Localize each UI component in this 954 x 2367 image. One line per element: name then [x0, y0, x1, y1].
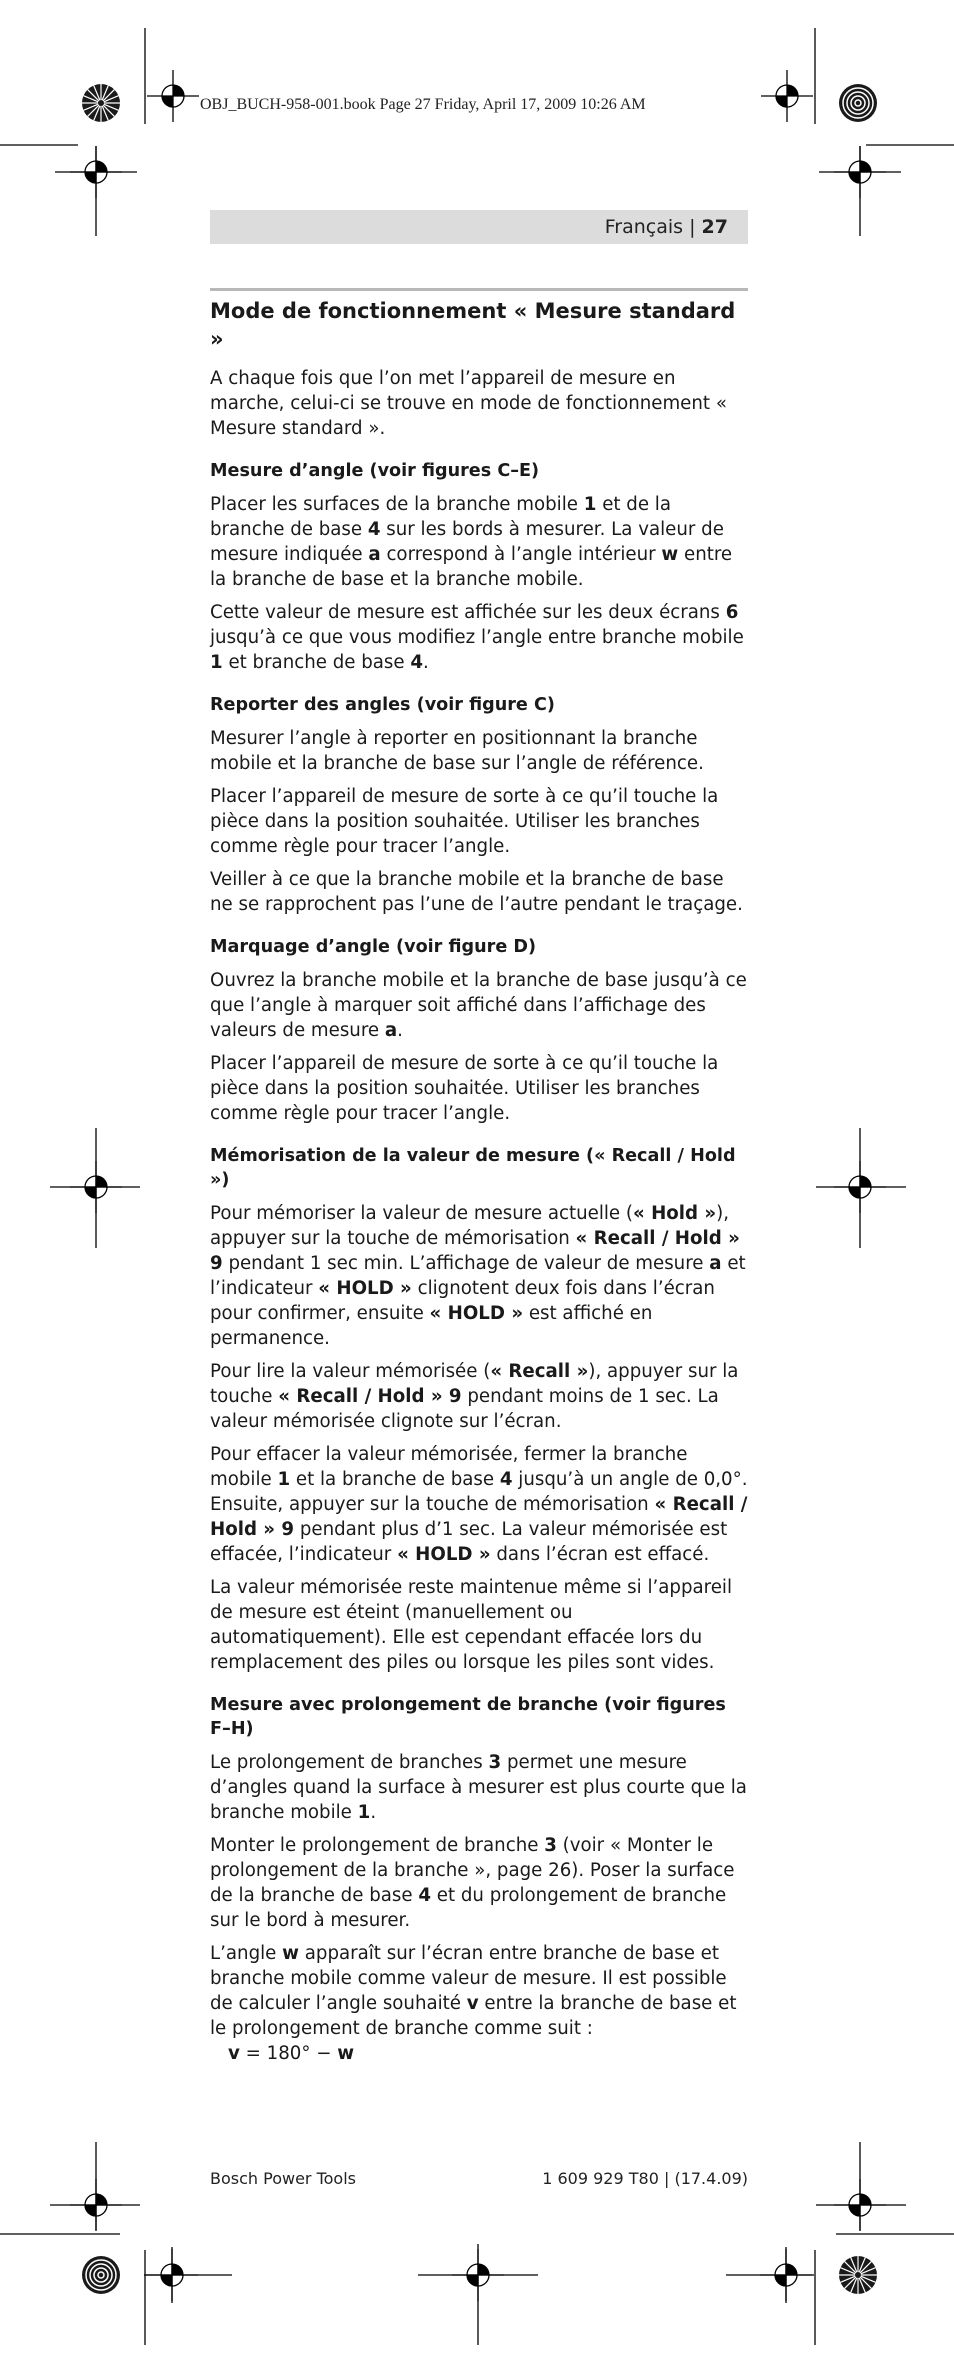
subsection-title-recall-hold: Mémorisation de la valeur de mesure (« Recall / Hold »): [210, 1146, 736, 1190]
text-run: correspond à l’angle intérieur: [380, 544, 662, 565]
starburst-mark-bottom-right: [839, 2256, 877, 2294]
bold-reference: 3: [488, 1752, 502, 1773]
page-content: [210, 288, 748, 2066]
intro-paragraph: A chaque fois que l’on met l’appareil de mesure en marche, celui-ci se trouve en mode de fonctionnement « Mesure standard ».: [210, 368, 727, 439]
text-run: .: [423, 652, 429, 673]
bold-reference: 3: [544, 1835, 557, 1856]
bold-reference: w: [282, 1943, 299, 1964]
bold-reference: a: [384, 1020, 398, 1041]
rings-mark-top-right: [839, 84, 877, 122]
paragraph: [210, 492, 748, 592]
paragraph: [210, 1833, 748, 1933]
bold-reference: 1: [210, 652, 223, 673]
text-run: dans l’écran est effacé.: [490, 1544, 710, 1565]
footer-brand: Bosch Power Tools: [210, 2169, 356, 2188]
text-run: clignotent deux fois dans l’écran pour confirmer, ensuite: [210, 1278, 715, 1324]
paragraph: [210, 1201, 748, 1351]
paragraph: [210, 1941, 748, 2041]
text-run: L’angle: [210, 1943, 283, 1964]
text-run: ), appuyer sur la touche: [210, 1361, 739, 1407]
bold-reference: a: [709, 1253, 722, 1274]
paragraph: [210, 600, 748, 675]
rings-mark-bottom-left: [82, 2256, 120, 2294]
subsection-title-angle-measurement: Mesure d’angle (voir figures C–E): [210, 461, 540, 481]
bold-reference: 1: [357, 1802, 371, 1823]
text-run: sur les bords à mesurer. La valeur de mesure indiquée: [210, 519, 724, 565]
subsection-title-angle-marking: Marquage d’angle (voir figure D): [210, 937, 537, 957]
footer-doc-id: 1 609 929 T80 | (17.4.09): [542, 2169, 748, 2188]
section-rule: [210, 288, 748, 291]
text-run: .: [397, 1020, 403, 1041]
header-separator: |: [683, 216, 702, 238]
bold-reference: v: [466, 1993, 479, 2014]
registration-cross-top-right: [761, 70, 813, 122]
page-header: [210, 210, 748, 244]
bold-reference: 6: [725, 602, 739, 623]
text-run: pendant 1 sec min. L’affichage de valeur de mesure: [222, 1253, 710, 1274]
paragraph: Placer l’appareil de mesure de sorte à ce qu’il touche la pièce dans la position souhaitée. Utiliser les branches comme règle pour tracer l’angle.: [210, 1053, 719, 1124]
bold-reference: « Recall »: [490, 1361, 589, 1382]
text-run: entre la branche de base et la branche mobile.: [210, 544, 733, 590]
bold-reference: 1: [583, 494, 597, 515]
text-run: Pour lire la valeur mémorisée (: [210, 1361, 491, 1382]
text-run: jusqu’à un angle de 0,0°. Ensuite, appuyer sur la touche de mémorisation: [210, 1469, 748, 1515]
text-run: Monter le prolongement de branche: [210, 1835, 545, 1856]
bold-reference: « Recall / Hold » 9: [210, 1228, 740, 1274]
bold-reference: « HOLD »: [318, 1278, 412, 1299]
bold-reference: 4: [499, 1469, 513, 1490]
bold-reference: « Recall / Hold » 9: [278, 1386, 462, 1407]
bold-reference: w: [661, 544, 679, 565]
paragraph: [210, 1750, 748, 1825]
text-run: et branche de base: [222, 652, 411, 673]
text-run: entre la branche de base et le prolongement de branche comme suit :: [210, 1993, 737, 2039]
bold-reference: « HOLD »: [429, 1303, 524, 1324]
bold-reference: v: [228, 2043, 240, 2064]
bold-reference: 1: [277, 1469, 291, 1490]
paragraph: [210, 968, 748, 1043]
paragraph: Veiller à ce que la branche mobile et la branche de base ne se rapprochent pas l’une de l’autre pendant le traçage.: [210, 869, 743, 915]
text-run: Pour effacer la valeur mémorisée, fermer la branche mobile: [210, 1444, 688, 1490]
text-run: et du prolongement de branche sur le bord à mesurer.: [210, 1885, 727, 1931]
text-run: pendant moins de 1 sec. La valeur mémorisée clignote sur l’écran.: [210, 1386, 719, 1432]
text-run: et de la branche de base: [210, 494, 672, 540]
text-run: Pour mémoriser la valeur de mesure actuelle (: [210, 1203, 633, 1224]
bold-reference: 4: [410, 652, 424, 673]
header-language: Français: [604, 216, 684, 238]
paragraph: Placer l’appareil de mesure de sorte à ce qu’il touche la pièce dans la position souhaitée. Utiliser les branches comme règle pour tracer l’angle.: [210, 786, 719, 857]
text-run: Ouvrez la branche mobile et la branche de base jusqu’à ce que l’angle à marquer soit affiché dans l’affichage des valeurs de mesure: [210, 970, 747, 1041]
page-footer: [210, 2169, 748, 2189]
print-info-line: OBJ_BUCH-958-001.book Page 27 Friday, April 17, 2009 10:26 AM: [200, 96, 646, 113]
text-run: ), appuyer sur la touche de mémorisation: [210, 1203, 730, 1249]
bold-reference: w: [337, 2043, 355, 2064]
text-run: Placer les surfaces de la branche mobile: [210, 494, 584, 515]
text-run: (voir « Monter le prolongement de la branche », page 26). Poser la surface de la branche de base: [210, 1835, 735, 1906]
text-run: et la branche de base: [290, 1469, 500, 1490]
paragraph: La valeur mémorisée reste maintenue même si l’appareil de mesure est éteint (manuellement ou automatiquement). Elle est cependant effacée lors du remplacement des piles ou lorsque les piles sont vides.: [210, 1577, 733, 1673]
section-title: Mode de fonctionnement « Mesure standard »: [210, 299, 736, 351]
bold-reference: a: [368, 544, 381, 565]
bold-reference: 4: [418, 1885, 431, 1906]
starburst-mark-top-left: [82, 84, 120, 122]
bold-reference: « Hold »: [633, 1203, 717, 1224]
subsection-title-transfer-angles: Reporter des angles (voir figure C): [210, 695, 555, 715]
paragraph: [210, 1359, 748, 1434]
bold-reference: « HOLD »: [397, 1544, 491, 1565]
text-run: .: [370, 1802, 377, 1823]
header-page-number: 27: [701, 216, 728, 238]
text-run: permet une mesure d’angles quand la surface à mesurer est plus courte que la branche mobile: [210, 1752, 747, 1823]
paragraph: [210, 1442, 748, 1567]
text-run: Le prolongement de branches: [210, 1752, 489, 1773]
bold-reference: « Recall / Hold » 9: [210, 1494, 748, 1540]
bold-reference: 4: [367, 519, 381, 540]
angle-formula: [210, 2041, 748, 2066]
text-run: et l’indicateur: [210, 1253, 746, 1299]
text-run: = 180° −: [239, 2043, 338, 2064]
registration-cross-top-left: [147, 70, 199, 122]
text-run: Cette valeur de mesure est affichée sur les deux écrans: [210, 602, 726, 623]
text-run: pendant plus d’1 sec. La valeur mémorisée est effacée, l’indicateur: [210, 1519, 728, 1565]
text-run: jusqu’à ce que vous modifiez l’angle entre branche mobile: [210, 627, 744, 648]
paragraph: Mesurer l’angle à reporter en positionnant la branche mobile et la branche de base sur l’angle de référence.: [210, 728, 704, 774]
subsection-title-leg-extension: Mesure avec prolongement de branche (voir figures F–H): [210, 1695, 726, 1739]
text-run: apparaît sur l’écran entre branche de base et branche mobile comme valeur de mesure. Il est possible de calculer l’angle souhaité: [210, 1943, 727, 2014]
text-run: est affiché en permanence.: [210, 1303, 653, 1349]
